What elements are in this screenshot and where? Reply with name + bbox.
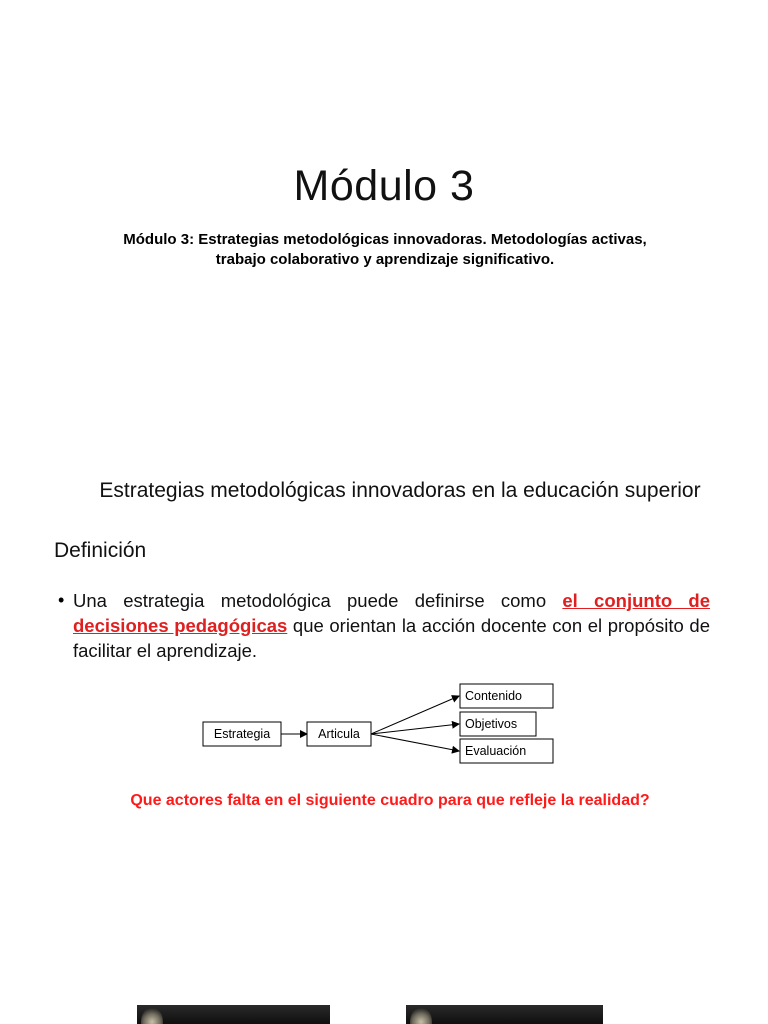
bullet-text-before: Una estrategia metodológica puede definirse como (73, 590, 563, 611)
slide-heading: Estrategias metodológicas innovadoras en la educación superior (99, 479, 701, 502)
diagram-middle-label: Articula (318, 727, 360, 741)
arrow-to-target-1 (371, 696, 459, 734)
diagram-target-label-1: Contenido (465, 689, 522, 703)
photo-thumbnail-2 (406, 1005, 603, 1024)
diagram-box-target-1 (460, 684, 553, 708)
diagram-box-middle (307, 722, 371, 746)
discussion-question: Que actores falta en el siguiente cuadro para que refleje la realidad? (130, 792, 650, 809)
module-subtitle: Módulo 3: Estrategias metodológicas innovadoras. Metodologías activas, trabajo colaborativo y aprendizaje significativo. (123, 231, 647, 268)
arrow-to-target-2 (371, 724, 459, 734)
bullet-marker: • (58, 590, 65, 610)
bullet-emphasis: el conjunto de decisiones pedagógicas (73, 590, 710, 636)
photo-light (141, 1007, 163, 1024)
diagram-box-target-3 (460, 739, 553, 763)
diagram-target-label-2: Objetivos (465, 717, 518, 731)
page-title: Módulo 3 (293, 162, 475, 210)
arrow-to-target-3 (371, 734, 459, 751)
definition-bullet (58, 588, 710, 663)
strategy-diagram (0, 680, 768, 770)
diagram-source-label: Estrategia (213, 727, 271, 741)
section-title: Definición (54, 539, 147, 562)
photo-light (410, 1007, 432, 1024)
photo-thumbnail-1 (137, 1005, 330, 1024)
bullet-text (73, 588, 710, 663)
diagram-box-target-2 (460, 712, 536, 736)
diagram-target-label-3: Evaluación (465, 744, 527, 758)
diagram-box-source (203, 722, 281, 746)
bullet-text-after: que orientan la acción docente con el propósito de facilitar el aprendizaje. (73, 615, 710, 661)
